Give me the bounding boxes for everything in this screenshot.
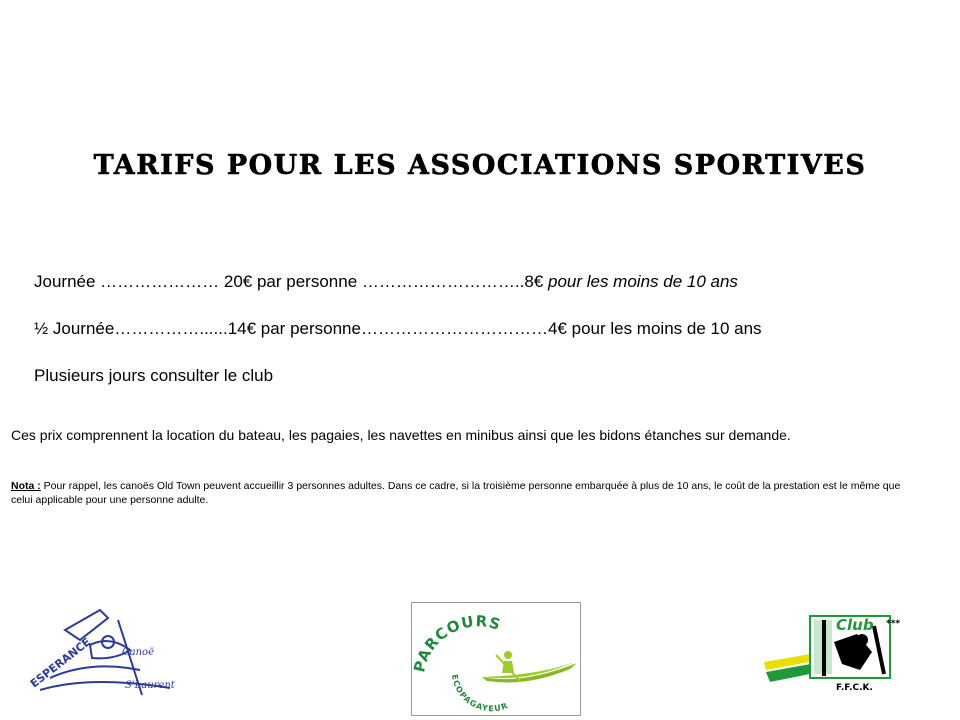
leader-dots: …………………………… (360, 319, 548, 338)
child-label: pour les moins de 10 ans (571, 319, 762, 338)
logo-word-club: Club (836, 616, 874, 634)
logo-word-ffck: F.F.C.K. (836, 683, 873, 693)
multi-day-note: Plusieurs jours consulter le club (34, 366, 274, 385)
logo-word-parcours: PARCOURS (412, 612, 504, 675)
svg-text:PARCOURS (412, 612, 503, 674)
rate-label: Journée (34, 272, 96, 291)
nota-paragraph (11, 479, 911, 507)
adult-price: 20€ par personne (223, 272, 362, 291)
child-price: 4€ (547, 319, 572, 338)
leader-dots: ……………………….. (361, 272, 525, 291)
logo-word-ecopagayeur: ECOPAGAYEUR (449, 673, 510, 714)
esperance-logo (30, 600, 180, 700)
nota-text: Pour rappel, les canoës Old Town peuvent accueillir 3 personnes adultes. Dans ce cadre, si la troisième personne embarquée à plus de 10 ans, le coût de la prestation est le même que celui applicable pour une personne adulte. (11, 480, 901, 506)
parcours-logo (411, 602, 581, 716)
leader-dots: ………………… (95, 272, 224, 291)
leader-dots: ……………...... (114, 319, 228, 338)
child-label: pour les moins de 10 ans (547, 272, 738, 291)
nota-label: Nota : (11, 480, 41, 492)
kayak-paddler-icon (412, 603, 580, 715)
logo-stars: *** (886, 619, 901, 629)
adult-price: 14€ par personne (227, 319, 361, 338)
child-price: 8€ (524, 272, 548, 291)
logo-word-canoe: Canoë (122, 647, 154, 658)
logo-word-st-laurent: S'Laurent (125, 680, 175, 691)
kayaker-logo-icon (30, 600, 180, 700)
club-ffck-logo (762, 612, 912, 694)
includes-paragraph: Ces prix comprennent la location du bateau, les pagaies, les navettes en minibus ainsi que les bidons étanches sur demande. (11, 427, 791, 443)
rate-row-half-day (34, 319, 762, 339)
rate-row-full-day (34, 272, 738, 292)
page-title: TARIFS POUR LES ASSOCIATIONS SPORTIVES (93, 150, 867, 181)
rate-label: ½ Journée (34, 319, 115, 338)
ffck-club-logo-icon (762, 612, 912, 694)
logo-word-esperance: ESPERANCE (30, 635, 94, 691)
